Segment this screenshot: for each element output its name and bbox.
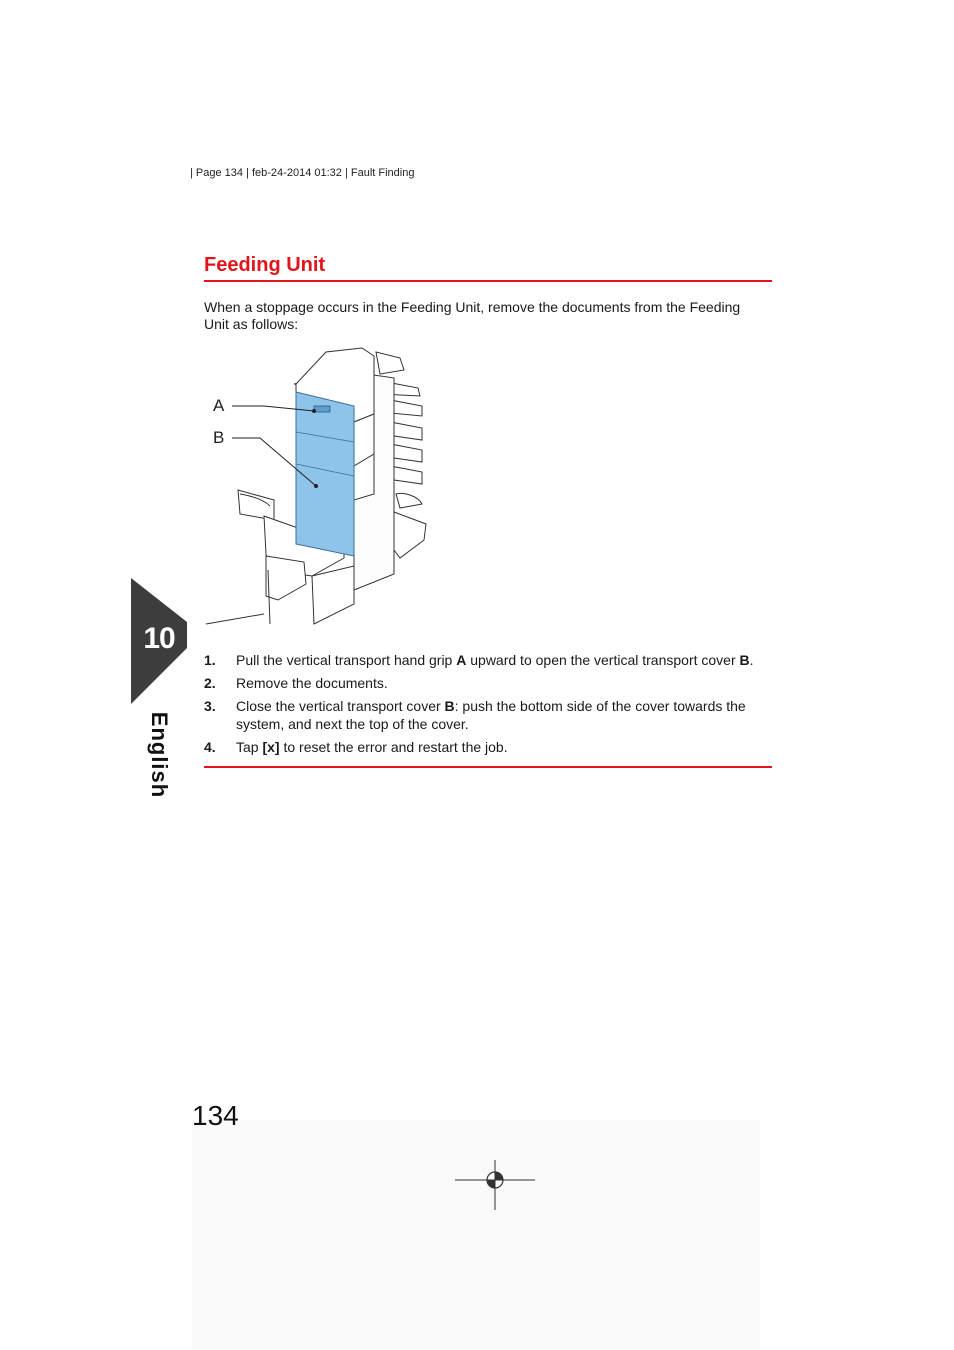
step-item	[204, 674, 772, 692]
step-bold-ref: A	[456, 652, 467, 668]
step-bold-ref: B	[444, 698, 455, 714]
step-text: Tap	[236, 739, 263, 755]
step-item	[204, 738, 772, 756]
running-header: | Page 134 | feb-24-2014 01:32 | Fault Finding	[190, 167, 415, 179]
step-item	[204, 651, 772, 669]
callout-b-label: B	[213, 428, 225, 447]
step-bold-ref: [x]	[262, 739, 280, 755]
step-bold-ref: B	[739, 652, 750, 668]
feeding-unit-drawing	[204, 344, 432, 626]
step-number: 3.	[204, 698, 216, 714]
step-number: 1.	[204, 652, 216, 668]
step-text: Pull the vertical transport hand grip	[236, 652, 457, 668]
language-label: English	[147, 711, 172, 799]
chapter-number: 10	[143, 622, 175, 655]
printer-bleed-area	[192, 1120, 760, 1350]
title-rule	[204, 280, 772, 282]
registration-mark-icon	[455, 1160, 535, 1212]
step-text: : push the bottom side of the cover towards the system, and next the top of the cover.	[236, 698, 746, 732]
step-text: Remove the documents.	[236, 675, 388, 691]
step-text: .	[749, 652, 754, 668]
step-text: Close the vertical transport cover	[236, 698, 445, 714]
feeding-unit-illustration	[204, 344, 432, 626]
callout-a-label: A	[213, 396, 225, 415]
section-title: Feeding Unit	[204, 254, 326, 276]
step-number: 4.	[204, 739, 216, 755]
step-text: to reset the error and restart the job.	[279, 739, 508, 755]
step-number: 2.	[204, 675, 216, 691]
step-item	[204, 697, 772, 733]
section-end-rule	[204, 766, 772, 768]
intro-paragraph: When a stoppage occurs in the Feeding Unit, remove the documents from the Feeding Unit as follows:	[204, 299, 741, 332]
procedure-steps	[204, 651, 772, 761]
page-number: 134	[192, 1100, 239, 1131]
step-text: upward to open the vertical transport cover	[466, 652, 740, 668]
